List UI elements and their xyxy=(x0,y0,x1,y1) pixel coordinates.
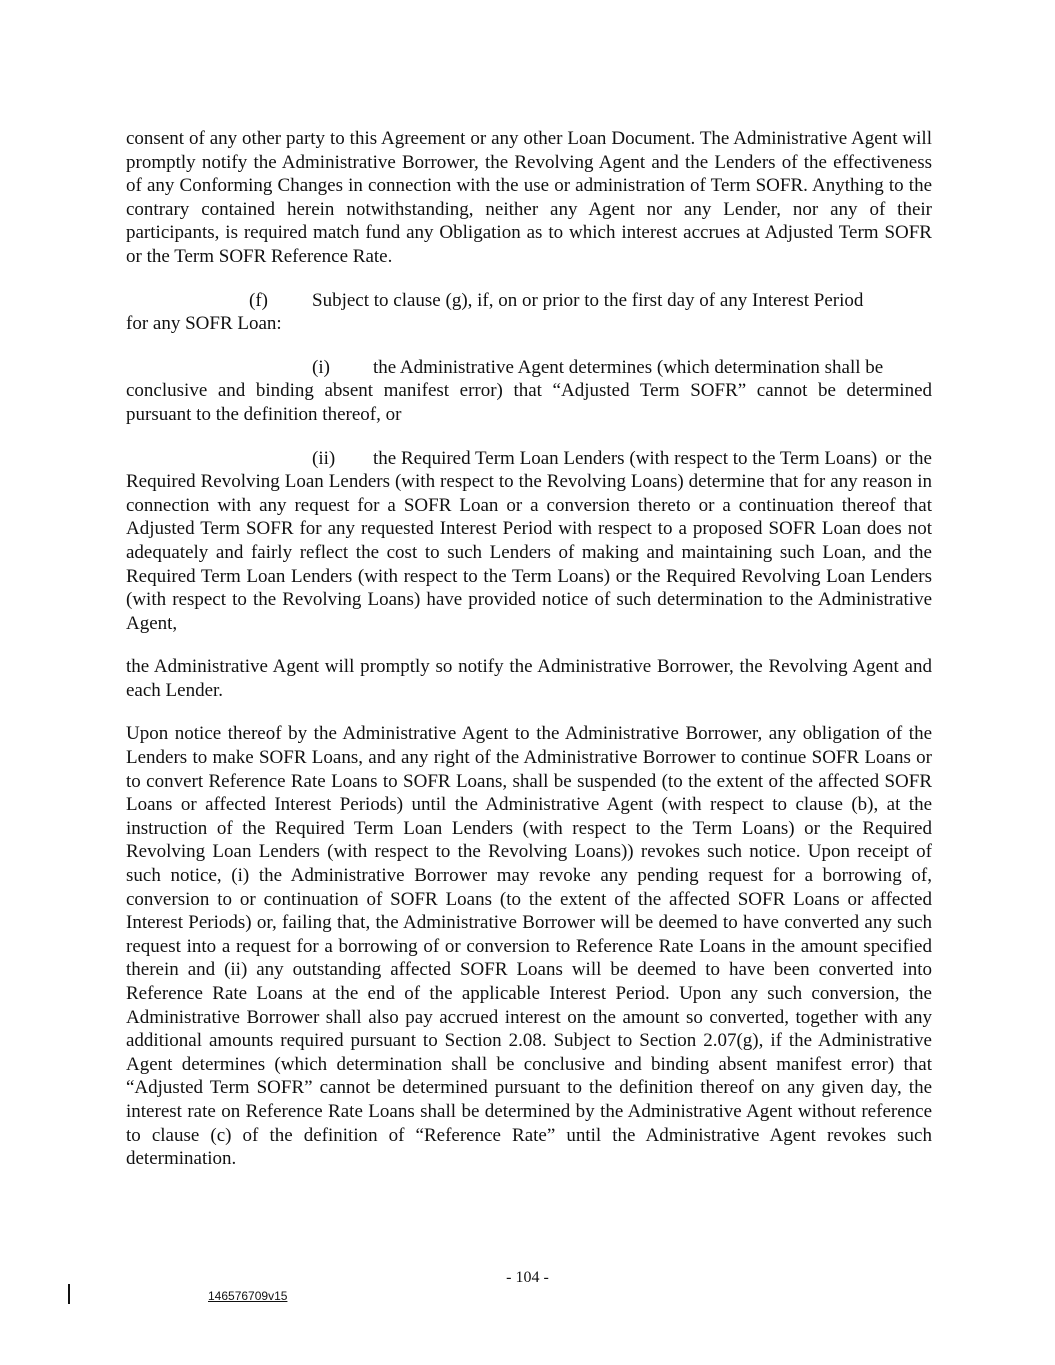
document-body xyxy=(126,127,932,1191)
clause-ii-rest: or the Required Revolving Loan Lenders (with respect to the Revolving Loans) determine that for any reason in connection with any request for a SOFR Loan or a conversion thereto or a continuation thereof that Adjusted Term SOFR for any requested Interest Period with respect to a proposed SOFR Loan does not adequately and fairly reflect the cost to such Lenders of making and maintaining such Loan, and the Required Term Loan Lenders (with respect to the Term Loans) or the Required Revolving Loan Lenders (with respect to the Revolving Loans) have provided notice of such determination to the Administrative Agent, xyxy=(126,447,932,634)
clause-f-text: Subject to clause (g), if, on or prior to the first day of any Interest Period xyxy=(312,289,864,311)
clause-i-marker: (i) xyxy=(312,356,330,378)
page-number: - 104 - xyxy=(506,1269,549,1286)
clause-f-first-line xyxy=(126,289,932,313)
document-id: 146576709v15 xyxy=(208,1289,288,1303)
paragraph-upon-notice: Upon notice thereof by the Administrative Agent to the Administrative Borrower, any obligation of the Lenders to make SOFR Loans, and any right of the Administrative Borrower to continue SOFR Loans or to convert Reference Rate Loans to SOFR Loans, shall be suspended (to the extent of the affected SOFR Loans or affected Interest Periods) until the Administrative Agent (with respect to clause (b), at the instruction of the Required Term Loan Lenders (with respect to the Term Loans) or the Required Revolving Loan Lenders (with respect to the Revolving Loans)) revokes such notice. Upon receipt of such notice, (i) the Administrative Borrower may revoke any pending request for a borrowing of, conversion to or continuation of SOFR Loans (to the extent of the affected SOFR Loans or affected Interest Periods) or, failing that, the Administrative Borrower will be deemed to have converted any such request into a request for a borrowing of or conversion to Reference Rate Loans in the amount specified therein and (ii) any outstanding affected SOFR Loans will be deemed to have been converted into Reference Rate Loans at the end of the applicable Interest Period. Upon any such conversion, the Administrative Borrower shall also pay accrued interest on the amount so converted, together with any additional amounts required pursuant to Section 2.08. Subject to Section 2.07(g), if the Administrative Agent determines (which determination shall be conclusive and binding absent manifest error) that “Adjusted Term SOFR” cannot be determined pursuant to the definition thereof on any given day, the interest rate on Reference Rate Loans shall be determined by the Administrative Agent without reference to clause (c) of the definition of “Reference Rate” until the Administrative Agent revokes such determination. xyxy=(126,723,932,1170)
clause-ii-lead xyxy=(126,447,877,471)
paragraph-intro: consent of any other party to this Agreement or any other Loan Document. The Administrative Agent will promptly notify the Administrative Borrower, the Revolving Agent and the Lenders of the effectiveness of any Conforming Changes in connection with the use or administration of Term SOFR. Anything to the contrary contained herein notwithstanding, neither any Agent nor any Lender, nor any of their participants, is required match fund any Obligation as to which interest accrues at Adjusted Term SOFR or the Term SOFR Reference Rate. xyxy=(126,128,932,267)
clause-i-lead-text: the Administrative Agent determines (which determination shall be xyxy=(373,356,884,378)
clause-ii-marker: (ii) xyxy=(312,447,336,469)
clause-i-rest: conclusive and binding absent manifest error) that “Adjusted Term SOFR” cannot be determined pursuant to the definition thereof, or xyxy=(126,380,932,425)
clause-i-lead xyxy=(126,356,883,380)
clause-f-marker: (f) xyxy=(249,289,268,311)
clause-f-continuation: for any SOFR Loan: xyxy=(126,313,282,335)
clause-ii-lead-text: the Required Term Loan Lenders (with respect to the Term Loans) xyxy=(373,447,878,469)
clause-i xyxy=(126,356,932,427)
paragraph-notify: the Administrative Agent will promptly so notify the Administrative Borrower, the Revolving Agent and each Lender. xyxy=(126,656,932,701)
clause-ii xyxy=(126,447,932,636)
revision-bar xyxy=(68,1284,70,1304)
clause-f xyxy=(126,289,932,336)
